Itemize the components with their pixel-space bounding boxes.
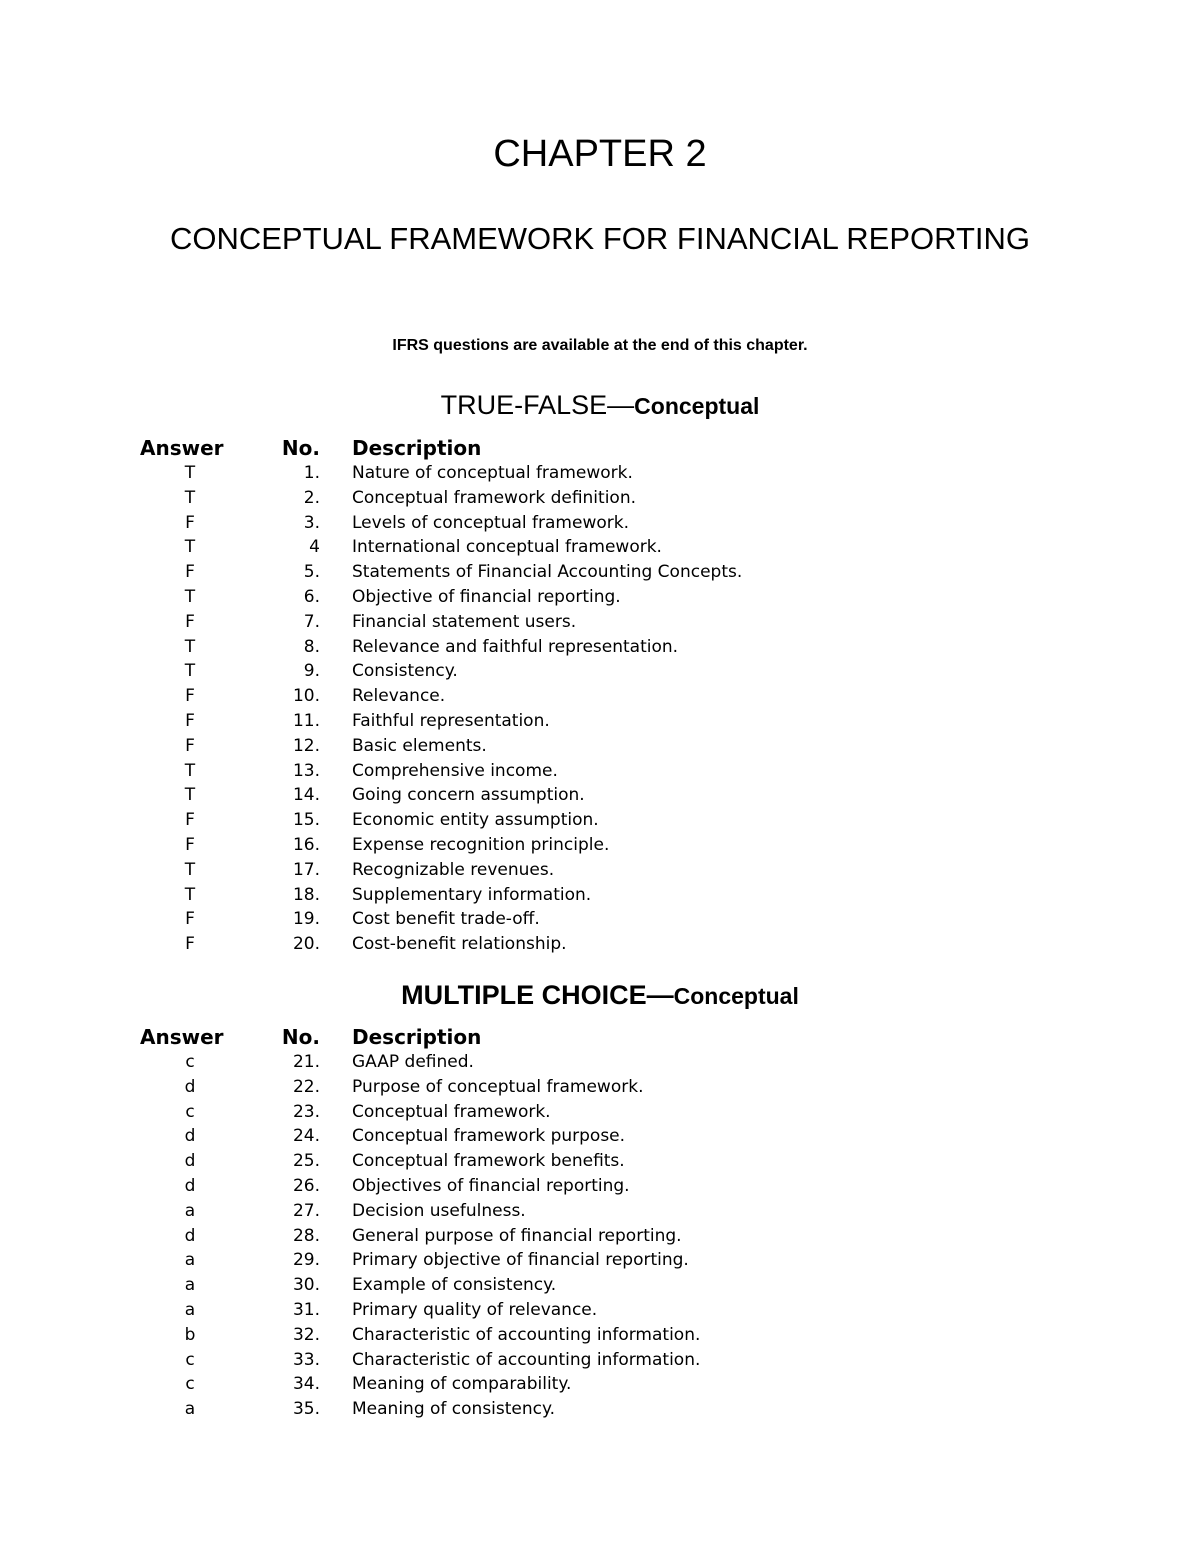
description-cell: Meaning of consistency. (352, 1399, 556, 1420)
number-cell: 15. (292, 810, 320, 831)
table-row (140, 1298, 1040, 1323)
chapter-subtitle: CONCEPTUAL FRAMEWORK FOR FINANCIAL REPORTING (169, 221, 1031, 256)
number-cell: 14. (292, 785, 320, 806)
table-row (140, 535, 1040, 560)
number-cell: 8. (303, 636, 320, 657)
number-column-header: No. (281, 1025, 320, 1049)
number-cell: 24. (292, 1126, 320, 1147)
description-cell: Cost benefit trade-off. (352, 909, 540, 930)
answer-cell: F (185, 710, 195, 731)
description-cell: Going concern assumption. (352, 785, 585, 806)
number-cell: 22. (292, 1076, 320, 1097)
number-cell: 21. (292, 1052, 320, 1072)
table-row (140, 709, 1040, 734)
answer-cell: c (185, 1101, 195, 1122)
answer-cell: F (185, 512, 195, 533)
answer-cell: F (185, 934, 195, 955)
table-header-row (140, 435, 1040, 461)
answer-cell: d (184, 1151, 196, 1172)
table-row (140, 1100, 1040, 1125)
answer-cell: d (184, 1076, 196, 1097)
table-row (140, 1397, 1040, 1422)
description-cell: Primary quality of relevance. (352, 1299, 598, 1320)
description-cell: GAAP defined. (352, 1052, 474, 1072)
table-row (140, 1273, 1040, 1298)
description-cell: Conceptual framework definition. (352, 487, 637, 508)
description-cell: Objective of financial reporting. (352, 586, 621, 607)
table-row (140, 1124, 1040, 1149)
number-cell: 2. (303, 487, 320, 508)
table-row (140, 684, 1040, 709)
answer-cell: T (184, 636, 196, 657)
table-row (140, 1149, 1040, 1174)
description-column-header: Description (352, 1025, 482, 1049)
table-row (140, 659, 1040, 684)
table-row (140, 759, 1040, 784)
number-cell: 30. (292, 1275, 320, 1296)
description-cell: Statements of Financial Accounting Concepts. (352, 562, 743, 583)
answer-column-header: Answer (140, 1025, 224, 1049)
number-cell: 6. (303, 586, 320, 607)
answer-cell: a (184, 1299, 196, 1320)
description-column-header: Description (352, 436, 482, 460)
number-cell: 11. (292, 710, 320, 731)
table-row (140, 858, 1040, 883)
table-row (140, 783, 1040, 808)
table-row (140, 907, 1040, 932)
number-cell: 12. (292, 735, 320, 756)
answer-cell: a (184, 1399, 196, 1420)
number-cell: 33. (292, 1349, 320, 1370)
chapter-title: CHAPTER 2 (493, 133, 707, 175)
description-cell: General purpose of financial reporting. (352, 1225, 682, 1246)
ifrs-note: IFRS questions are available at the end of this chapter. (392, 337, 808, 354)
table-header-row (140, 1024, 1040, 1050)
table-row (140, 734, 1040, 759)
table-row (140, 1174, 1040, 1199)
description-cell: Expense recognition principle. (352, 834, 610, 855)
answer-cell: T (184, 586, 196, 607)
description-cell: Objectives of financial reporting. (352, 1175, 630, 1196)
answer-cell: F (185, 810, 195, 831)
description-cell: Comprehensive income. (352, 760, 558, 781)
answer-cell: T (184, 463, 196, 483)
section-subtitle: Conceptual (673, 983, 799, 1009)
true-false-heading (0, 389, 1200, 422)
answer-cell: T (184, 661, 196, 682)
description-cell: Relevance. (352, 686, 446, 707)
answer-cell: F (185, 562, 195, 583)
table-row (140, 1075, 1040, 1100)
section-title: TRUE-FALSE— (440, 390, 635, 420)
section-title: MULTIPLE CHOICE— (401, 980, 674, 1010)
answer-cell: d (184, 1126, 196, 1147)
table-row (140, 585, 1040, 610)
number-cell: 17. (292, 859, 320, 880)
description-cell: Characteristic of accounting information. (352, 1324, 701, 1345)
description-cell: Relevance and faithful representation. (352, 636, 679, 657)
answer-cell: c (185, 1374, 195, 1395)
table-row (140, 1372, 1040, 1397)
description-cell: Meaning of comparability. (352, 1374, 572, 1395)
number-cell: 29. (292, 1250, 320, 1271)
number-cell: 5. (303, 562, 320, 583)
description-cell: Financial statement users. (352, 611, 577, 632)
section-subtitle: Conceptual (634, 393, 760, 419)
number-cell: 23. (292, 1101, 320, 1122)
table-row (140, 1323, 1040, 1348)
table-row (140, 932, 1040, 957)
multiple-choice-table (140, 1024, 1040, 1422)
number-cell: 26. (292, 1175, 320, 1196)
description-cell: Conceptual framework benefits. (352, 1151, 625, 1172)
description-cell: Purpose of conceptual framework. (352, 1076, 644, 1097)
number-cell: 20. (292, 934, 320, 955)
description-cell: Primary objective of financial reporting. (352, 1250, 689, 1271)
answer-cell: d (184, 1225, 196, 1246)
number-cell: 4 (309, 537, 320, 558)
answer-cell: d (184, 1175, 196, 1196)
description-cell: Cost-benefit relationship. (352, 934, 567, 955)
answer-cell: T (184, 859, 196, 880)
description-cell: Conceptual framework. (352, 1101, 551, 1122)
number-cell: 7. (303, 611, 320, 632)
answer-cell: b (184, 1324, 196, 1345)
description-cell: Decision usefulness. (352, 1200, 526, 1221)
answer-cell: a (184, 1200, 196, 1221)
table-row (140, 1199, 1040, 1224)
answer-cell: F (185, 611, 195, 632)
answer-cell: T (184, 884, 196, 905)
number-cell: 31. (292, 1299, 320, 1320)
description-cell: Economic entity assumption. (352, 810, 599, 831)
number-column-header: No. (281, 436, 320, 460)
description-cell: Basic elements. (352, 735, 487, 756)
table-row (140, 1050, 1040, 1075)
number-cell: 27. (292, 1200, 320, 1221)
answer-cell: F (185, 834, 195, 855)
answer-cell: F (185, 735, 195, 756)
description-cell: Supplementary information. (352, 884, 592, 905)
number-cell: 3. (303, 512, 320, 533)
description-cell: Consistency. (352, 661, 458, 682)
answer-cell: F (185, 686, 195, 707)
answer-cell: T (184, 760, 196, 781)
number-cell: 9. (303, 661, 320, 682)
answer-cell: a (184, 1250, 196, 1271)
number-cell: 35. (292, 1399, 320, 1420)
table-row (140, 511, 1040, 536)
answer-cell: T (184, 537, 196, 558)
number-cell: 18. (292, 884, 320, 905)
multiple-choice-heading (0, 979, 1200, 1012)
table-row (140, 833, 1040, 858)
answer-cell: c (185, 1052, 195, 1072)
description-cell: Conceptual framework purpose. (352, 1126, 626, 1147)
number-cell: 10. (292, 686, 320, 707)
number-cell: 34. (292, 1374, 320, 1395)
description-cell: Faithful representation. (352, 710, 550, 731)
table-row (140, 461, 1040, 486)
table-row (140, 1348, 1040, 1373)
description-cell: Nature of conceptual framework. (352, 463, 633, 483)
answer-column-header: Answer (140, 436, 224, 460)
description-cell: International conceptual framework. (352, 537, 662, 558)
table-row (140, 808, 1040, 833)
table-row (140, 1224, 1040, 1249)
table-row (140, 486, 1040, 511)
answer-cell: T (184, 785, 196, 806)
number-cell: 1. (303, 463, 320, 483)
description-cell: Example of consistency. (352, 1275, 557, 1296)
description-cell: Recognizable revenues. (352, 859, 555, 880)
table-row (140, 635, 1040, 660)
number-cell: 32. (292, 1324, 320, 1345)
number-cell: 13. (292, 760, 320, 781)
number-cell: 28. (292, 1225, 320, 1246)
description-cell: Characteristic of accounting information. (352, 1349, 701, 1370)
answer-cell: c (185, 1349, 195, 1370)
number-cell: 19. (292, 909, 320, 930)
number-cell: 16. (292, 834, 320, 855)
description-cell: Levels of conceptual framework. (352, 512, 629, 533)
table-row (140, 560, 1040, 585)
answer-cell: F (185, 909, 195, 930)
table-row (140, 883, 1040, 908)
answer-cell: T (184, 487, 196, 508)
answer-cell: a (184, 1275, 196, 1296)
table-row (140, 1248, 1040, 1273)
table-row (140, 610, 1040, 635)
number-cell: 25. (292, 1151, 320, 1172)
true-false-table (140, 435, 1040, 957)
